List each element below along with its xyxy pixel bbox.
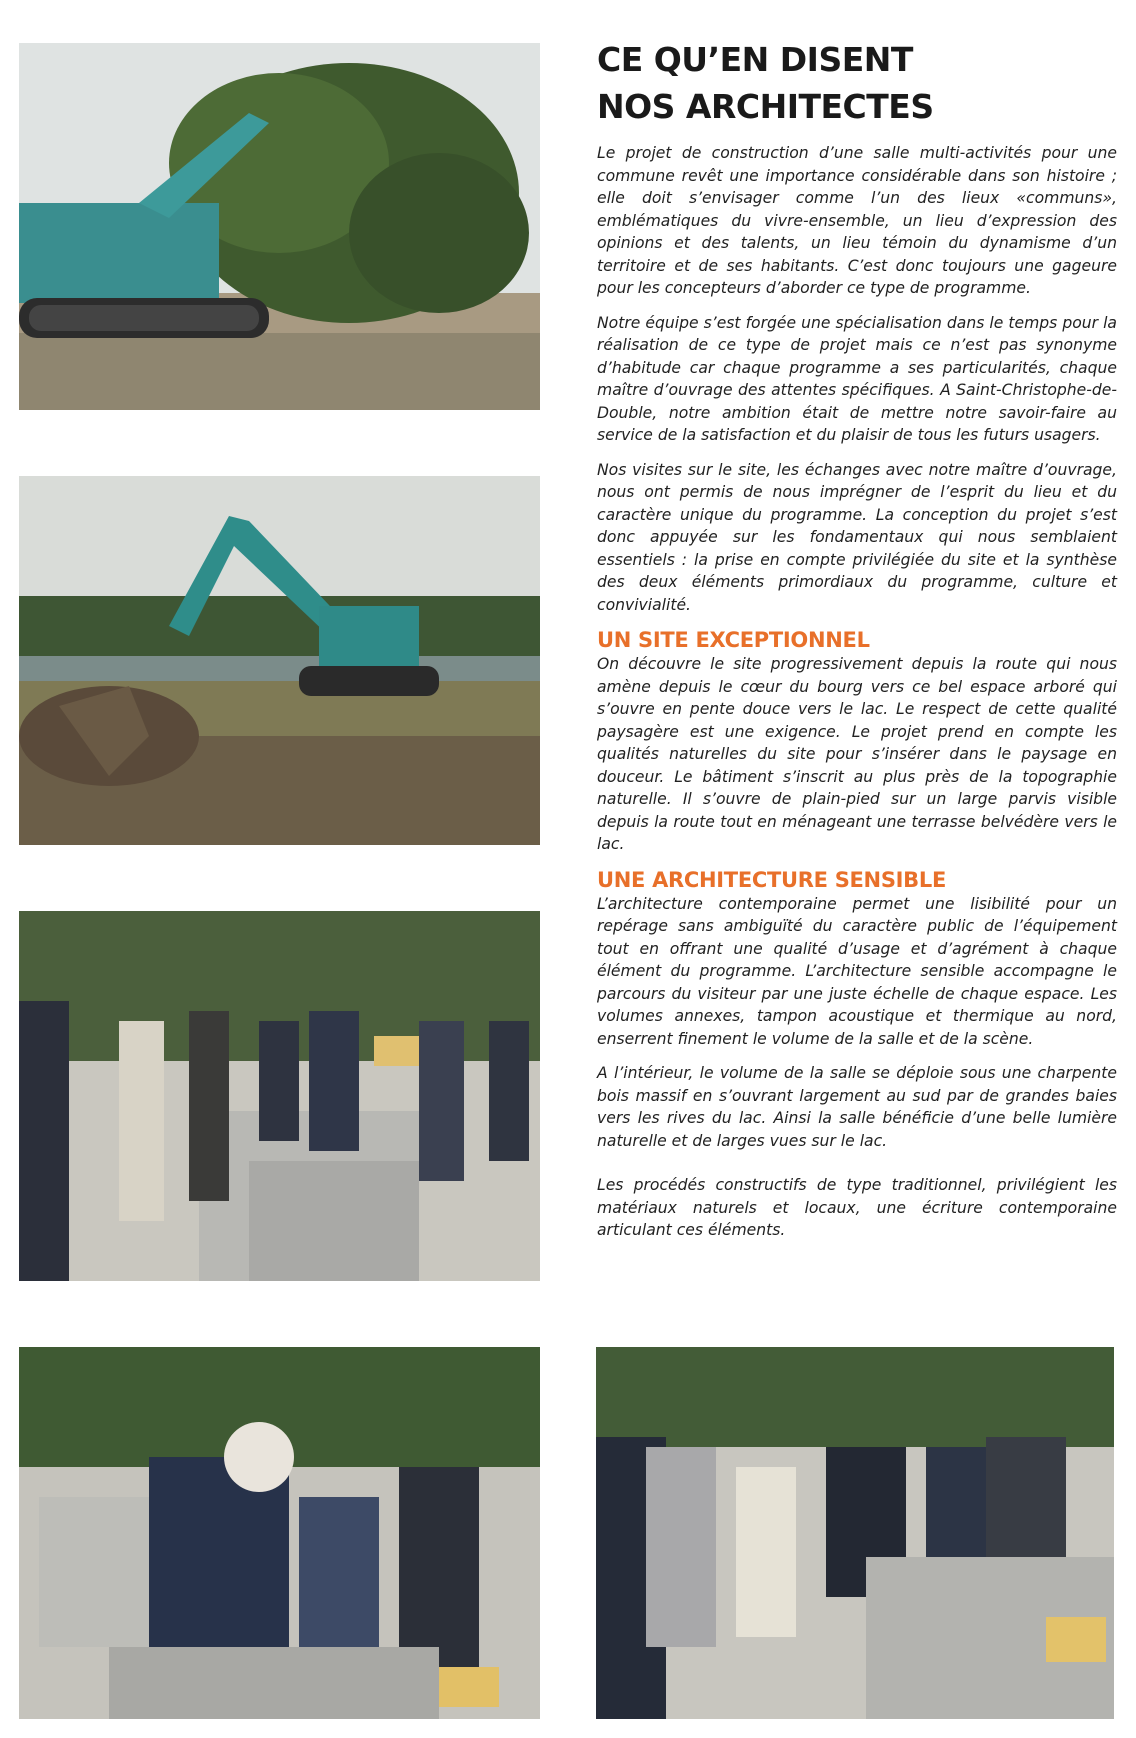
article-title-line2: NOS ARCHITECTES bbox=[597, 87, 934, 126]
intro-paragraph-3: Nos visites sur le site, les échanges avec notre maître d’ouvrage, nous ont permis de nous imprégner de l’esprit du lieu et du caractère unique du programme. La conception du projet s’est donc appuyée sur les fondamentaux qui nous semblaient essentiels : la prise en compte privilégiée du site et la synthèse des deux éléments primordiaux du programme, culture et convivialité. bbox=[597, 460, 1117, 614]
section-heading-site: UN SITE EXCEPTIONNEL bbox=[597, 628, 870, 652]
article-title-line1: CE QU’EN DISENT bbox=[597, 40, 913, 79]
intro-paragraph-1: Le projet de construction d’une salle multi-activités pour une commune revêt une importance considérable dans son histoire ; elle doit s’envisager comme l’un des lieux «communs», emblématiques du vivre-ensemble, un lieu d’expression des opinions et des talents, un lieu témoin du dynamisme d’un territoire et de ses habitants. C’est donc toujours une gageure pour les concepteurs d’aborder ce type de programme. bbox=[597, 144, 1117, 297]
section-architecture-paragraph-1: L’architecture contemporaine permet une lisibilité pour un repérage sans ambiguïté du caractère public de l’équipement tout en offrant une qualité d’usage et d’agrément à chaque élément du programme. L’architecture sensible accompagne le parcours du visiteur par une juste échelle de chaque espace. Les volumes annexes, tampon acoustique et thermique au nord, enserrent finement le volume de la salle et de la scène. bbox=[597, 894, 1117, 1048]
article-title bbox=[597, 36, 1117, 130]
photo-excavator-uprooting-tree bbox=[19, 43, 540, 410]
photo-visitors-at-construction-site bbox=[19, 911, 540, 1281]
article-column bbox=[597, 36, 1117, 1254]
section-heading-architecture: UNE ARCHITECTURE SENSIBLE bbox=[597, 867, 947, 892]
photo-excavator-digging bbox=[19, 476, 540, 845]
intro-paragraph-2: Notre équipe s’est forgée une spécialisation dans le temps pour la réalisation de ce type de projet mais ce n’est pas synonyme d’habitude car chaque programme a ses particularités, chaque maître d’ouvrage des attentes spécifiques. A Saint-Christophe-de-Double, notre ambition était de mettre notre savoir-faire au service de la satisfaction et du plaisir de tous les futurs usagers. bbox=[597, 313, 1117, 444]
section-site-paragraph: On découvre le site progressivement depuis la route qui nous amène depuis le cœur du bourg vers ce bel espace arboré qui s’ouvre en pente douce vers le lac. Le respect de cette qualité paysagère est une exigence. Le projet prend en compte les qualités naturelles du site pour s’insérer dans le paysage en douceur. Le bâtiment s’inscrit au plus près de la topographie naturelle. Il s’ouvre de plain-pied sur un large parvis visible depuis la route tout en ménageant une terrasse belvédère vers le lac. bbox=[597, 655, 1117, 853]
photo-officials-at-wall bbox=[596, 1347, 1114, 1719]
section-architecture-paragraph-2: A l’intérieur, le volume de la salle se déploie sous une charpente bois massif en s’ouvrant largement au sud par de grandes baies vers les rives du lac. Ainsi la salle bénéficie d’une belle lumière naturelle et de larges vues sur le lac. bbox=[597, 1064, 1117, 1150]
section-architecture-paragraph-3: Les procédés constructifs de type traditionnel, privilégient les matériaux naturels et locaux, une écriture contemporaine articulant ces éléments. bbox=[597, 1176, 1117, 1239]
photo-laying-first-stone bbox=[19, 1347, 540, 1719]
